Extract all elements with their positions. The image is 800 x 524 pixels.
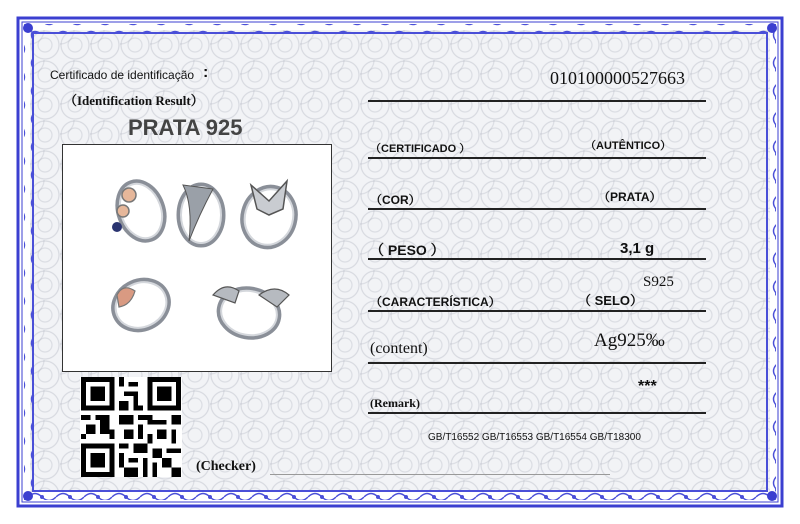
id-label-pt: Certificado de identificação xyxy=(50,68,195,82)
number-underline xyxy=(368,100,706,102)
qr-code-icon xyxy=(80,377,182,477)
product-photo xyxy=(62,144,332,372)
field-label: （CERTIFICADO ） xyxy=(370,143,471,155)
field-underline xyxy=(368,362,706,364)
checker-label: (Checker) xyxy=(196,459,256,474)
field-label: (content) xyxy=(370,340,428,357)
field-value: Ag925‰ xyxy=(594,330,665,351)
field-value: （ SELO） xyxy=(578,293,644,308)
field-label: （COR） xyxy=(370,193,421,207)
field-value-top: S925 xyxy=(643,274,674,290)
field-underline xyxy=(368,157,706,159)
qr-code xyxy=(80,377,182,477)
field-value: （PRATA） xyxy=(598,190,662,204)
field-label: (Remark) xyxy=(370,396,420,410)
product-title: PRATA 925 xyxy=(128,115,243,140)
silver-rings-icon xyxy=(63,145,331,371)
id-colon: : xyxy=(203,64,209,81)
field-label: （ PESO ） xyxy=(370,242,445,258)
field-label: （CARACTERÍSTICA） xyxy=(370,295,501,309)
field-value: *** xyxy=(638,378,657,395)
field-underline xyxy=(368,310,706,312)
certificate-number: 010100000527663 xyxy=(550,68,685,88)
id-label-en: （Identification Result） xyxy=(64,93,204,108)
field-underline xyxy=(368,208,706,210)
field-value: （AUTÊNTICO） xyxy=(585,140,672,152)
field-value: 3,1 g xyxy=(620,240,655,257)
field-underline xyxy=(368,258,706,260)
field-underline xyxy=(368,412,706,414)
standards-text: GB/T16552 GB/T16553 GB/T16554 GB/T18300 xyxy=(428,432,641,443)
checker-line xyxy=(270,474,610,475)
